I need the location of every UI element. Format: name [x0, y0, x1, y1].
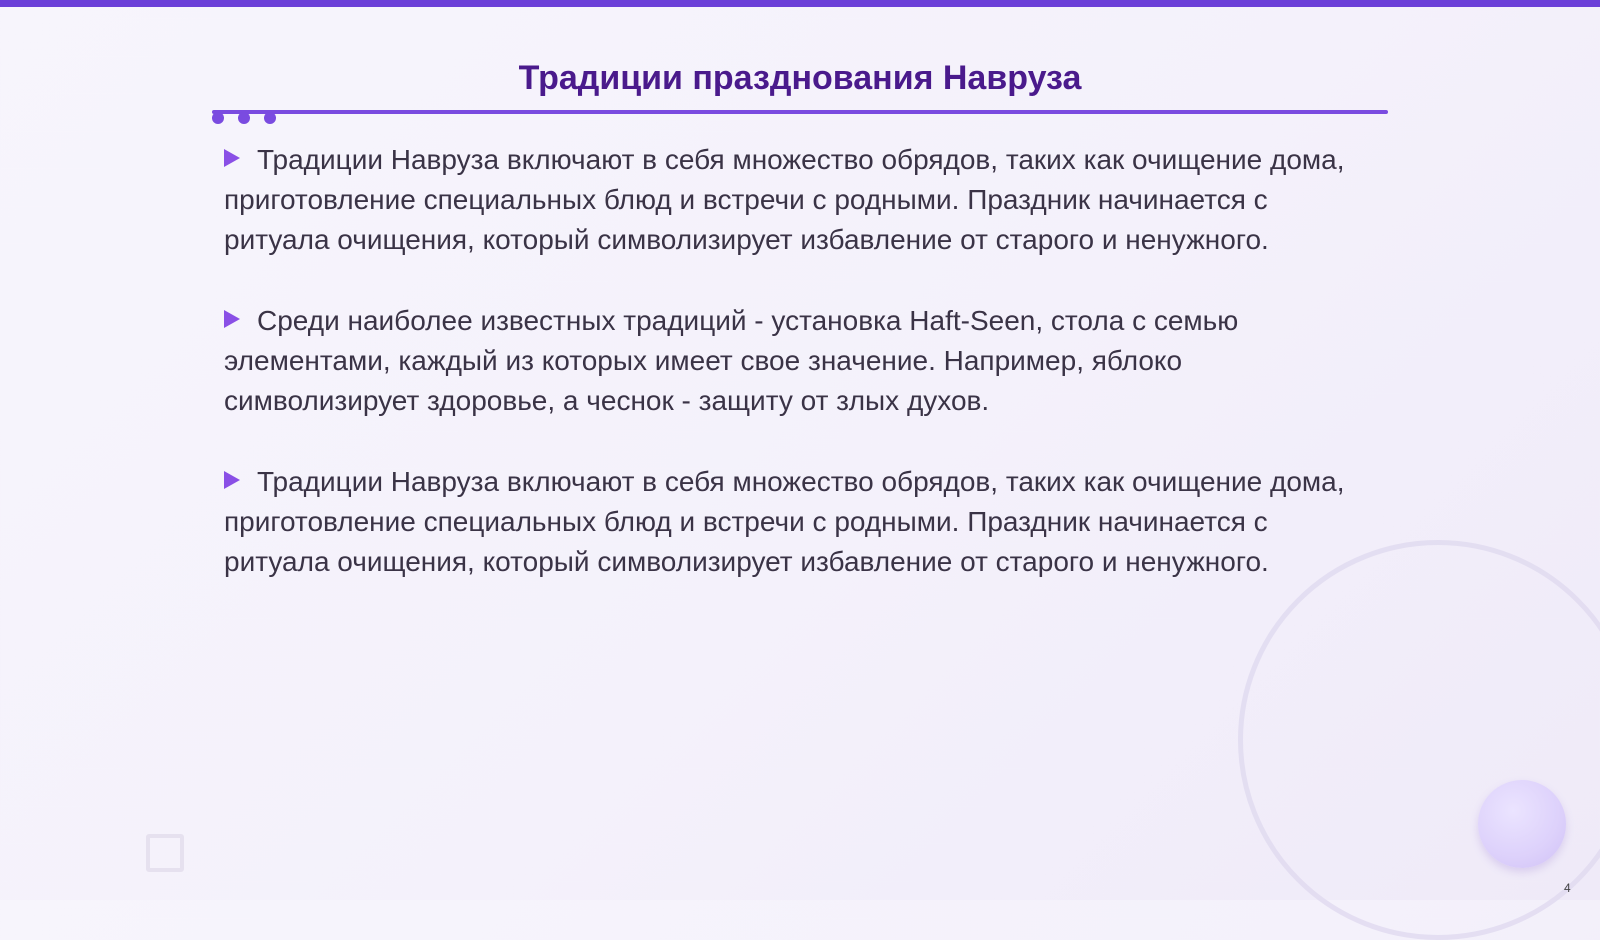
page-number: 4: [1564, 881, 1571, 895]
title-underline: [212, 110, 1388, 114]
bullet-text: Среди наиболее известных традиций - установка Haft-Seen, стола с семью элементами, каждый из которых имеет свое значение. Например, яблоко символизирует здоровье, а чеснок - защиту от злых духов.: [224, 305, 1239, 416]
play-triangle-icon: [224, 471, 240, 489]
dot-decoration: [212, 112, 224, 124]
dot-decoration: [238, 112, 250, 124]
play-triangle-icon: [224, 149, 240, 167]
decorative-square: [146, 834, 184, 872]
dot-decoration: [264, 112, 276, 124]
bullet-item: [224, 462, 1376, 582]
slide-title: Традиции празднования Навруза: [518, 59, 1082, 97]
bullet-text: Традиции Навруза включают в себя множество обрядов, таких как очищение дома, приготовление специальных блюд и встречи с родными. Праздник начинается с ритуала очищения, который символизирует избавление от старого и ненужного.: [224, 466, 1345, 577]
bullet-item: [224, 301, 1376, 421]
bullet-text: Традиции Навруза включают в себя множество обрядов, таких как очищение дома, приготовление специальных блюд и встречи с родными. Праздник начинается с ритуала очищения, который символизирует избавление от старого и ненужного.: [224, 144, 1345, 255]
bullet-item: [224, 140, 1376, 260]
bullet-list: [224, 140, 1376, 623]
play-triangle-icon: [224, 310, 240, 328]
decorative-circle: [1478, 780, 1566, 868]
top-accent-bar: [0, 0, 1600, 7]
